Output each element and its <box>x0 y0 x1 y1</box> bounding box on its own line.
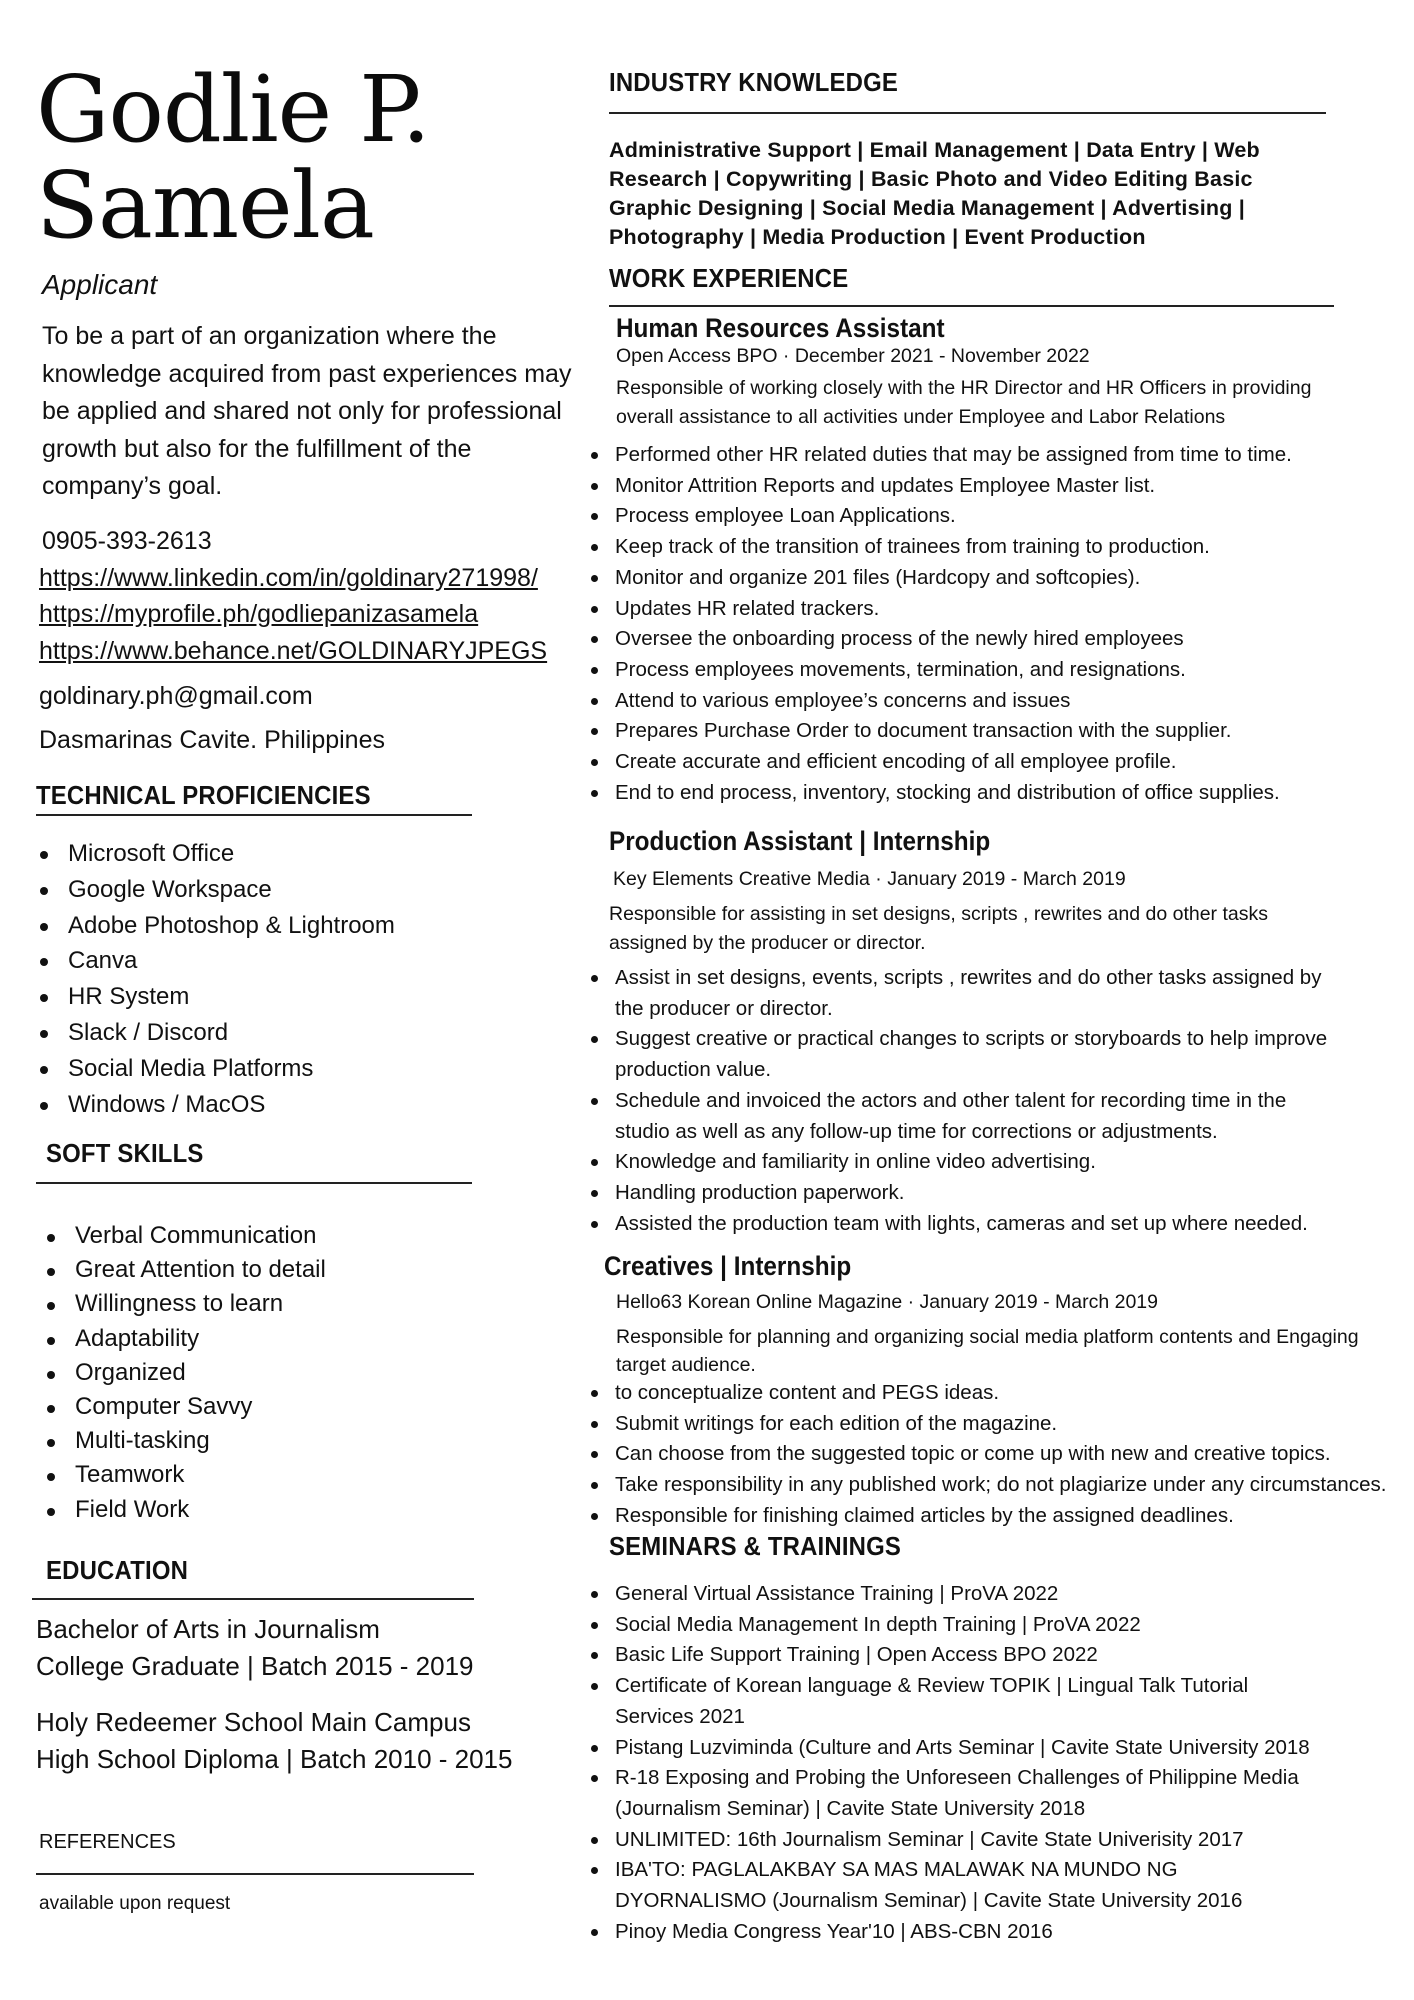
list-item: Handling production paperwork. <box>585 1178 1335 1209</box>
job-description: Responsible for assisting in set designs, scripts , rewrites and do other tasks assigned by the producer or director. <box>609 903 1268 954</box>
list-item: Field Work <box>41 1493 326 1527</box>
work-experience-heading: WORK EXPERIENCE <box>609 263 849 293</box>
list-item: Windows / MacOS <box>34 1087 395 1123</box>
list-item: Great Attention to detail <box>41 1253 326 1287</box>
objective-text: To be a part of an organization where the knowledge acquired from past experiences may be applied and shared not only for professional growth but also for the fulfillment of the company’s goal. <box>42 322 572 500</box>
list-item: Adaptability <box>41 1322 326 1356</box>
myprofile-link[interactable]: https://myprofile.ph/godliepanizasamela <box>39 600 479 628</box>
job-bullets <box>585 1378 1386 1532</box>
list-item: Multi-tasking <box>41 1424 326 1458</box>
technical-heading: TECHNICAL PROFICIENCIES <box>36 780 371 810</box>
list-item: Microsoft Office <box>34 836 395 872</box>
list-item: Monitor and organize 201 files (Hardcopy and softcopies). <box>585 563 1292 594</box>
behance-link[interactable]: https://www.behance.net/GOLDINARYJPEGS <box>39 637 548 665</box>
soft-skills-divider <box>36 1182 472 1184</box>
list-item: Pinoy Media Congress Year'10 | ABS-CBN 2016 <box>585 1917 1315 1948</box>
job-description: Responsible for planning and organizing social media platform contents and Engaging target audience. <box>616 1326 1359 1376</box>
list-item: Social Media Platforms <box>34 1051 395 1087</box>
industry-heading: INDUSTRY KNOWLEDGE <box>609 67 899 97</box>
list-item: Create accurate and efficient encoding of all employee profile. <box>585 747 1292 778</box>
highschool-name: Holy Redeemer School Main Campus <box>36 1707 471 1737</box>
education-divider <box>32 1598 474 1600</box>
role-label: Applicant <box>42 269 158 300</box>
industry-divider <box>609 112 1326 114</box>
job-meta: Open Access BPO · December 2021 - November 2022 <box>616 345 1090 367</box>
list-item: General Virtual Assistance Training | ProVA 2022 <box>585 1579 1315 1610</box>
job-title: Production Assistant | Internship <box>609 826 991 856</box>
list-item: HR System <box>34 979 395 1015</box>
list-item: Prepares Purchase Order to document transaction with the supplier. <box>585 716 1292 747</box>
location-text: Dasmarinas Cavite. Philippines <box>39 726 385 754</box>
work-divider <box>609 305 1334 307</box>
soft-skills-list <box>41 1219 326 1527</box>
list-item: Certificate of Korean language & Review TOPIK | Lingual Talk Tutorial Services 2021 <box>585 1671 1315 1732</box>
list-item: Assist in set designs, events, scripts , rewrites and do other tasks assigned by the producer or director. <box>585 963 1335 1024</box>
list-item: Organized <box>41 1356 326 1390</box>
industry-skills-text: Administrative Support | Email Management | Data Entry | Web Research | Copywriting | Basic Photo and Video Editing Basic Graphic Designing | Social Media Management | Advertising | Photography | Media Production | Event Production <box>609 138 1260 249</box>
technical-list <box>34 836 395 1122</box>
references-heading: REFERENCES <box>39 1831 176 1853</box>
job-meta: Key Elements Creative Media · January 2019 - March 2019 <box>613 868 1126 890</box>
list-item: Basic Life Support Training | Open Access BPO 2022 <box>585 1640 1315 1671</box>
education-heading: EDUCATION <box>46 1555 189 1585</box>
name-line-2: Samela <box>36 152 374 259</box>
references-text: available upon request <box>39 1893 231 1914</box>
list-item: Updates HR related trackers. <box>585 594 1292 625</box>
list-item: Process employees movements, termination, and resignations. <box>585 655 1292 686</box>
list-item: R-18 Exposing and Probing the Unforeseen Challenges of Philippine Media (Journalism Seminar) | Cavite State University 2018 <box>585 1763 1315 1824</box>
phone-number: 0905-393-2613 <box>42 527 212 555</box>
college-batch: College Graduate | Batch 2015 - 2019 <box>36 1651 474 1681</box>
list-item: Submit writings for each edition of the magazine. <box>585 1409 1386 1440</box>
list-item: Computer Savvy <box>41 1390 326 1424</box>
job-meta: Hello63 Korean Online Magazine · January 2019 - March 2019 <box>616 1291 1158 1313</box>
list-item: UNLIMITED: 16th Journalism Seminar | Cavite State Univerisity 2017 <box>585 1825 1315 1856</box>
job-bullets <box>585 440 1292 808</box>
job-bullets <box>585 963 1335 1239</box>
list-item: Adobe Photoshop & Lightroom <box>34 908 395 944</box>
technical-divider <box>36 814 472 816</box>
list-item: Slack / Discord <box>34 1015 395 1051</box>
soft-skills-heading: SOFT SKILLS <box>46 1138 204 1168</box>
list-item: Knowledge and familiarity in online video advertising. <box>585 1147 1335 1178</box>
highschool-batch: High School Diploma | Batch 2010 - 2015 <box>36 1744 513 1774</box>
references-divider <box>36 1873 474 1875</box>
list-item: Pistang Luzviminda (Culture and Arts Seminar | Cavite State University 2018 <box>585 1733 1315 1764</box>
job-title: Creatives | Internship <box>604 1251 852 1281</box>
linkedin-link[interactable]: https://www.linkedin.com/in/goldinary271998/ <box>39 564 538 592</box>
job-title: Human Resources Assistant <box>616 313 945 343</box>
list-item: Performed other HR related duties that may be assigned from time to time. <box>585 440 1292 471</box>
list-item: Google Workspace <box>34 872 395 908</box>
name-line-1: Godlie P. <box>36 56 430 163</box>
list-item: Willingness to learn <box>41 1287 326 1321</box>
list-item: Teamwork <box>41 1458 326 1492</box>
list-item: Schedule and invoiced the actors and other talent for recording time in the studio as well as any follow-up time for corrections or adjustments. <box>585 1086 1335 1147</box>
list-item: Verbal Communication <box>41 1219 326 1253</box>
list-item: Responsible for finishing claimed articles by the assigned deadlines. <box>585 1501 1386 1532</box>
list-item: Monitor Attrition Reports and updates Employee Master list. <box>585 471 1292 502</box>
list-item: Social Media Management In depth Training | ProVA 2022 <box>585 1610 1315 1641</box>
seminars-heading: SEMINARS & TRAININGS <box>609 1531 902 1561</box>
list-item: Canva <box>34 943 395 979</box>
list-item: Can choose from the suggested topic or come up with new and creative topics. <box>585 1439 1386 1470</box>
email-address: goldinary.ph@gmail.com <box>39 682 313 710</box>
job-description: Responsible of working closely with the HR Director and HR Officers in providing overall assistance to all activities under Employee and Labor Relations <box>616 377 1312 428</box>
list-item: Attend to various employee’s concerns and issues <box>585 686 1292 717</box>
list-item: Take responsibility in any published work; do not plagiarize under any circumstances. <box>585 1470 1386 1501</box>
list-item: IBA'TO: PAGLALAKBAY SA MAS MALAWAK NA MUNDO NG DYORNALISMO (Journalism Seminar) | Cavite State University 2016 <box>585 1855 1315 1916</box>
list-item: Process employee Loan Applications. <box>585 501 1292 532</box>
list-item: Oversee the onboarding process of the newly hired employees <box>585 624 1292 655</box>
list-item: Keep track of the transition of trainees from training to production. <box>585 532 1292 563</box>
list-item: End to end process, inventory, stocking and distribution of office supplies. <box>585 778 1292 809</box>
list-item: to conceptualize content and PEGS ideas. <box>585 1378 1386 1409</box>
list-item: Assisted the production team with lights, cameras and set up where needed. <box>585 1209 1335 1240</box>
seminars-list <box>585 1579 1315 1947</box>
list-item: Suggest creative or practical changes to scripts or storyboards to help improve production value. <box>585 1024 1335 1085</box>
college-degree: Bachelor of Arts in Journalism <box>36 1614 380 1644</box>
